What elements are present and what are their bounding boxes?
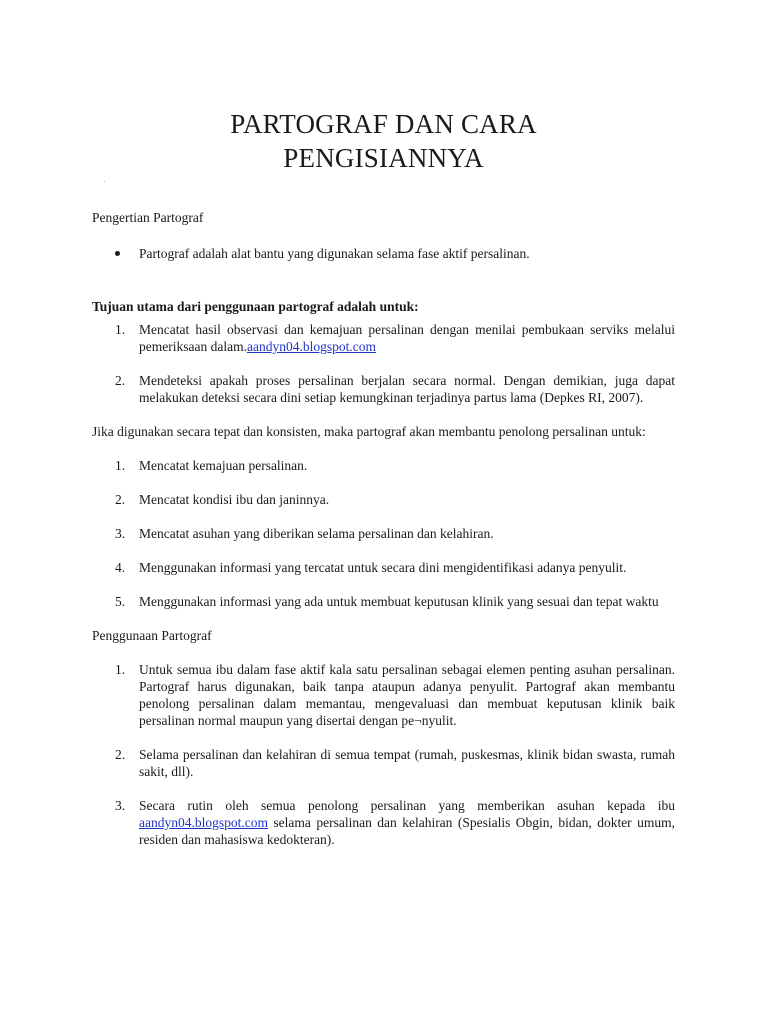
- blog-link[interactable]: aandyn04.blogspot.com: [246, 339, 376, 354]
- list-number: 2.: [115, 373, 126, 388]
- usage-list: [92, 661, 675, 848]
- list-item-text: Mencatat kemajuan persalinan.: [139, 458, 308, 473]
- blog-link[interactable]: aandyn04.blogspot.com: [139, 815, 268, 830]
- benefits-intro: Jika digunakan secara tepat dan konsisten, maka partograf akan membantu penolong persalinan untuk:: [92, 424, 646, 439]
- list-number: 4.: [115, 560, 126, 575]
- heading-usage: Penggunaan Partograf: [92, 628, 212, 643]
- title-line-1: PARTOGRAF DAN CARA: [230, 109, 537, 139]
- list-item-text: Mencatat asuhan yang diberikan selama persalinan dan kelahiran.: [139, 526, 494, 541]
- list-item: [92, 245, 675, 262]
- list-number: 3.: [115, 798, 126, 813]
- list-item-text: Partograf adalah alat bantu yang digunakan selama fase aktif persalinan.: [139, 246, 530, 261]
- list-item: [92, 593, 675, 610]
- heading-definition: Pengertian Partograf: [92, 210, 204, 225]
- list-item-text: Untuk semua ibu dalam fase aktif kala satu persalinan sebagai elemen penting asuhan persalinan. Partograf harus digunakan, baik tanpa ataupun adanya penyulit. Partograf akan membantu penolong persalinan dalam memantau, mengevaluasi dan membuat keputusan klinik baik persalinan normal maupun yang disertai dengan pe¬nyulit.: [139, 662, 675, 728]
- list-item: [92, 661, 675, 729]
- list-item: [92, 457, 675, 474]
- list-item: [92, 559, 675, 576]
- list-item-text: Secara rutin oleh semua penolong persalinan yang memberikan asuhan kepada ibu: [139, 798, 675, 813]
- list-number: 1.: [115, 322, 126, 337]
- list-number: 1.: [115, 458, 126, 473]
- heading-goals: Tujuan utama dari penggunaan partograf adalah untuk:: [92, 299, 419, 314]
- list-item: [92, 797, 675, 848]
- list-item-text: Mencatat kondisi ibu dan janinnya.: [139, 492, 330, 507]
- list-item: [92, 491, 675, 508]
- definition-list: [92, 245, 675, 262]
- list-number: 1.: [115, 662, 126, 677]
- list-number: 3.: [115, 526, 126, 541]
- list-item: [92, 321, 675, 355]
- list-item-text: Menggunakan informasi yang ada untuk membuat keputusan klinik yang sesuai dan tepat waktu: [139, 594, 659, 609]
- list-item: [92, 372, 675, 406]
- list-number: 2.: [115, 492, 126, 507]
- title-line-2: PENGISIANNYA: [283, 143, 484, 173]
- benefits-list: [92, 457, 675, 610]
- bullet-icon: [115, 251, 120, 256]
- document-title: [92, 0, 675, 175]
- list-item: [92, 525, 675, 542]
- list-number: 2.: [115, 747, 126, 762]
- list-item-text: selama persalinan dan kelahiran (Spesialis Obgin, bidan, dokter umum, residen dan mahasiswa kedokteran).: [139, 815, 675, 847]
- goals-list: [92, 321, 675, 406]
- list-item: [92, 746, 675, 780]
- list-item-text: Mendeteksi apakah proses persalinan berjalan secara normal. Dengan demikian, juga dapat melakukan deteksi secara dini setiap kemungkinan terjadinya partus lama (Depkes RI, 2007).: [139, 373, 675, 405]
- list-number: 5.: [115, 594, 126, 609]
- list-item-text: Mencatat hasil observasi dan kemajuan persalinan dengan menilai pembukaan serviks melalui pemeriksaan dalam.: [139, 322, 675, 354]
- spacer: [92, 175, 675, 195]
- list-item-text: Selama persalinan dan kelahiran di semua tempat (rumah, puskesmas, klinik bidan swasta, rumah sakit, dll).: [139, 747, 675, 779]
- list-item-text: Menggunakan informasi yang tercatat untuk secara dini mengidentifikasi adanya penyulit.: [139, 560, 627, 575]
